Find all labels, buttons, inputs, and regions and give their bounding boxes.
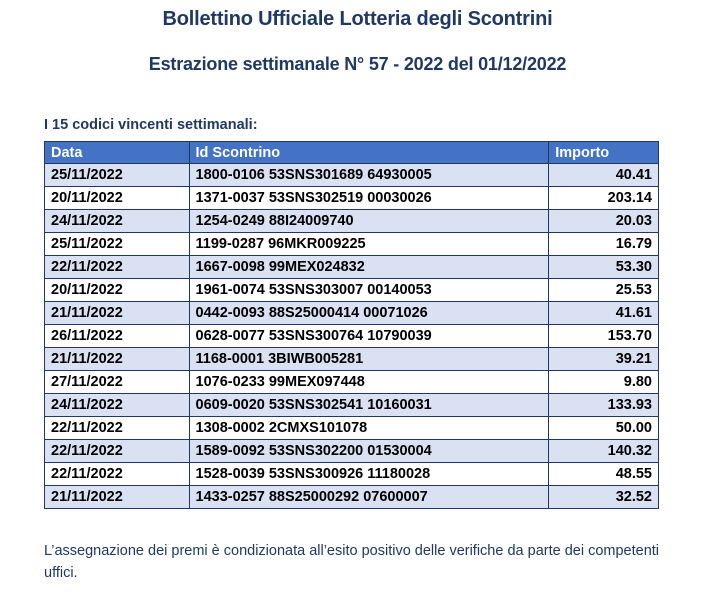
cell-date: 27/11/2022 [45,371,190,394]
table-row [45,486,659,509]
cell-receipt-id: 1589-0092 53SNS302200 01530004 [189,440,549,463]
table-caption: I 15 codici vincenti settimanali: [44,117,258,133]
cell-date: 24/11/2022 [45,394,190,417]
table-row [45,256,659,279]
cell-date: 21/11/2022 [45,348,190,371]
table-row [45,210,659,233]
cell-date: 22/11/2022 [45,440,190,463]
cell-receipt-id: 1371-0037 53SNS302519 00030026 [189,187,549,210]
cell-date: 20/11/2022 [45,279,190,302]
cell-date: 22/11/2022 [45,417,190,440]
cell-receipt-id: 1254-0249 88I24009740 [189,210,549,233]
cell-receipt-id: 1667-0098 99MEX024832 [189,256,549,279]
table-row [45,233,659,256]
cell-receipt-id: 1308-0002 2CMXS101078 [189,417,549,440]
cell-receipt-id: 1199-0287 96MKR009225 [189,233,549,256]
column-header-date: Data [45,142,190,164]
cell-date: 25/11/2022 [45,233,190,256]
cell-date: 22/11/2022 [45,256,190,279]
cell-amount: 41.61 [549,302,659,325]
cell-amount: 40.41 [549,164,659,187]
cell-receipt-id: 1961-0074 53SNS303007 00140053 [189,279,549,302]
table-row [45,394,659,417]
table-row [45,371,659,394]
table-row [45,302,659,325]
cell-amount: 20.03 [549,210,659,233]
table-row [45,417,659,440]
cell-amount: 153.70 [549,325,659,348]
cell-amount: 25.53 [549,279,659,302]
cell-receipt-id: 1076-0233 99MEX097448 [189,371,549,394]
cell-receipt-id: 1528-0039 53SNS300926 11180028 [189,463,549,486]
footer-note: L’assegnazione dei premi è condizionata all’esito positivo delle verifiche da parte dei competenti uffici. [44,543,660,581]
cell-date: 20/11/2022 [45,187,190,210]
column-header-amount: Importo [549,142,659,164]
cell-amount: 203.14 [549,187,659,210]
winning-codes-table [44,141,659,509]
table-row [45,463,659,486]
column-header-receipt-id: Id Scontrino [189,142,549,164]
cell-date: 22/11/2022 [45,463,190,486]
cell-amount: 53.30 [549,256,659,279]
cell-receipt-id: 0628-0077 53SNS300764 10790039 [189,325,549,348]
cell-amount: 39.21 [549,348,659,371]
cell-amount: 16.79 [549,233,659,256]
page-subtitle: Estrazione settimanale N° 57 - 2022 del 01/12/2022 [148,54,567,74]
table-row [45,348,659,371]
page-title: Bollettino Ufficiale Lotteria degli Scontrini [162,8,553,30]
cell-receipt-id: 1433-0257 88S25000292 07600007 [189,486,549,509]
table-row [45,440,659,463]
cell-date: 26/11/2022 [45,325,190,348]
cell-amount: 133.93 [549,394,659,417]
cell-date: 24/11/2022 [45,210,190,233]
cell-receipt-id: 1800-0106 53SNS301689 64930005 [189,164,549,187]
table-body [45,164,659,509]
cell-date: 21/11/2022 [45,486,190,509]
cell-date: 25/11/2022 [45,164,190,187]
cell-date: 21/11/2022 [45,302,190,325]
cell-amount: 32.52 [549,486,659,509]
cell-receipt-id: 0609-0020 53SNS302541 10160031 [189,394,549,417]
cell-receipt-id: 0442-0093 88S25000414 00071026 [189,302,549,325]
cell-amount: 140.32 [549,440,659,463]
cell-amount: 50.00 [549,417,659,440]
table-row [45,325,659,348]
table-row [45,164,659,187]
table-row [45,187,659,210]
table-row [45,279,659,302]
table-header-row [45,142,659,164]
cell-amount: 9.80 [549,371,659,394]
cell-receipt-id: 1168-0001 3BIWB005281 [189,348,549,371]
cell-amount: 48.55 [549,463,659,486]
